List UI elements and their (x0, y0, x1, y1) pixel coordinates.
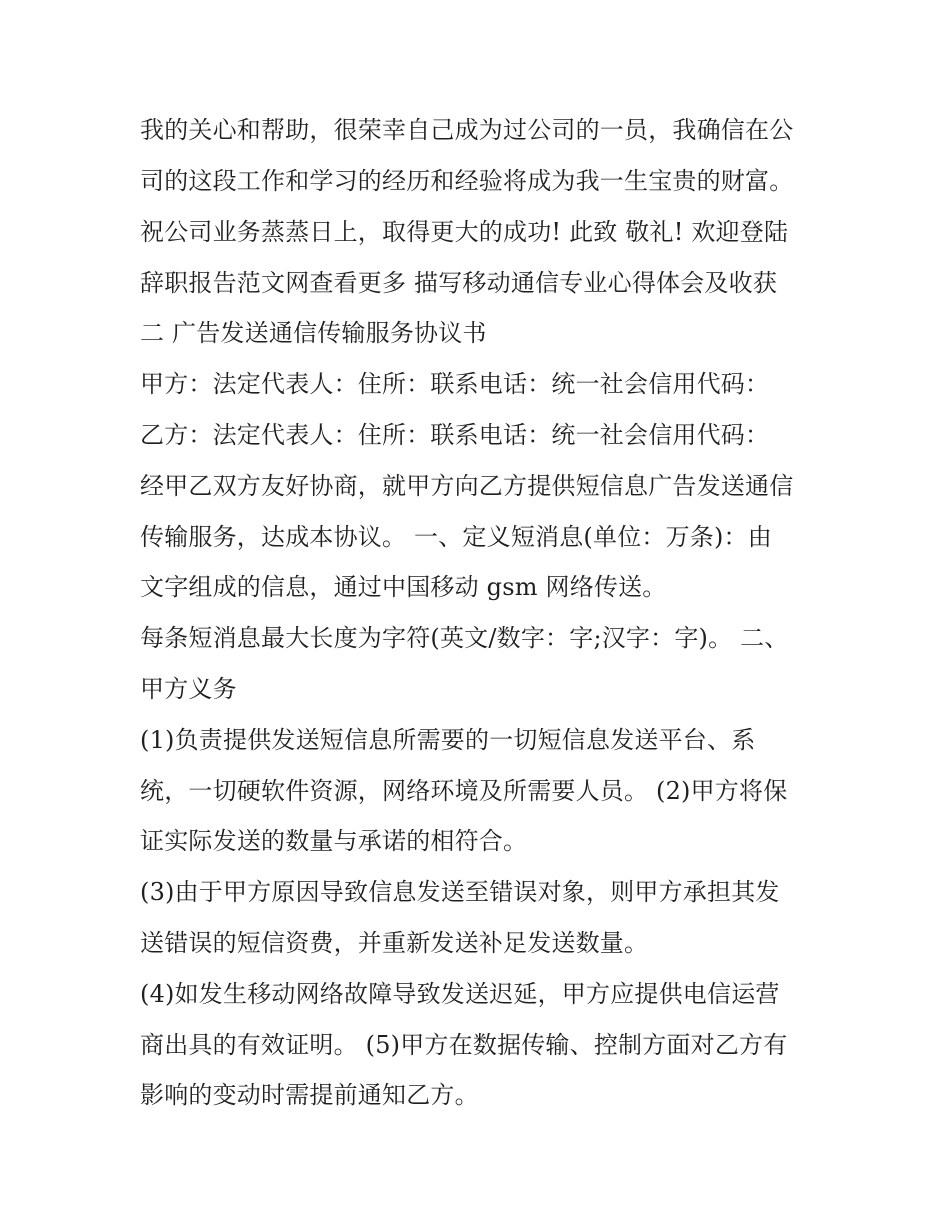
text-line: (3)由于甲方原因导致信息发送至错误对象，则甲方承担其发 (140, 878, 780, 906)
text-line: (4)如发生移动网络故障导致发送迟延，甲方应提供电信运营 (140, 980, 780, 1008)
text-line: 司的这段工作和学习的经历和经验将成为我一生宝贵的财富。 (140, 167, 794, 195)
text-line: 统，一切硬软件资源，网络环境及所需要人员。 (2)甲方将保 (140, 777, 788, 805)
text-line: 辞职报告范文网查看更多 描写移动通信专业心得体会及收获 (140, 269, 778, 297)
section-heading: 二 广告发送通信传输服务协议书 (140, 319, 487, 347)
text-line: 商出具的有效证明。 (5)甲方在数据传输、控制方面对乙方有 (140, 1031, 788, 1059)
text-line: 影响的变动时需提前通知乙方。 (140, 1081, 479, 1109)
text-line: 证实际发送的数量与承诺的相符合。 (140, 827, 528, 855)
text-line: 文字组成的信息，通过中国移动 gsm 网络传送。 (140, 573, 667, 601)
text-line: 甲方：法定代表人：住所：联系电话：统一社会信用代码： (140, 370, 770, 398)
text-line: 经甲乙双方友好协商，就甲方向乙方提供短信息广告发送通信 (140, 472, 794, 500)
text-line: 传输服务，达成本协议。 一、定义短消息(单位：万条)：由 (140, 523, 772, 551)
text-line: 乙方：法定代表人：住所：联系电话：统一社会信用代码： (140, 421, 770, 449)
text-line: (1)负责提供发送短信息所需要的一切短信息发送平台、系 (140, 726, 756, 754)
text-line: 送错误的短信资费，并重新发送补足发送数量。 (140, 929, 649, 957)
text-line: 我的关心和帮助，很荣幸自己成为过公司的一员，我确信在公 (140, 116, 794, 144)
text-line: 祝公司业务蒸蒸日上，取得更大的成功! 此致 敬礼! 欢迎登陆 (140, 218, 789, 246)
text-line: 甲方义务 (140, 675, 237, 703)
text-line: 每条短消息最大长度为字符(英文/数字：字;汉字：字)。 二、 (140, 624, 789, 652)
